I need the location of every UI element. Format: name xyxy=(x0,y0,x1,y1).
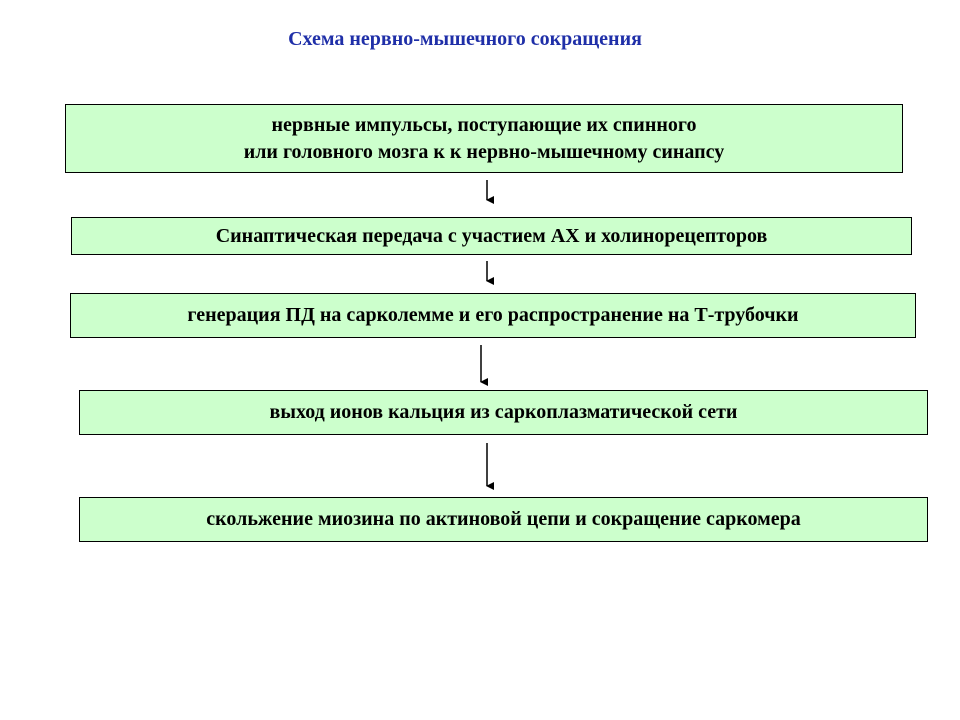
step-box-sarcomere-contraction xyxy=(79,497,928,542)
step-text-line: выход ионов кальция из саркоплазматической сети xyxy=(269,401,738,423)
step-text-line: генерация ПД на сарколемме и его распространение на Т-трубочки xyxy=(187,304,799,326)
step-box-synaptic-transmission xyxy=(71,217,912,255)
step-text-line: Синаптическая передача с участием АХ и холинорецепторов xyxy=(215,224,768,247)
step-text-line: скольжение миозина по актиновой цепи и сокращение саркомера xyxy=(206,508,801,530)
diagram-title: Схема нервно-мышечного сокращения xyxy=(288,28,642,50)
step-box-calcium-release xyxy=(79,390,928,435)
step-box-action-potential xyxy=(70,293,916,338)
step-text-line: нервные импульсы, поступающие их спинного xyxy=(271,113,697,136)
step-box-nerve-impulses xyxy=(65,104,903,173)
step-text-line: или головного мозга к к нервно-мышечному синапсу xyxy=(243,140,725,163)
